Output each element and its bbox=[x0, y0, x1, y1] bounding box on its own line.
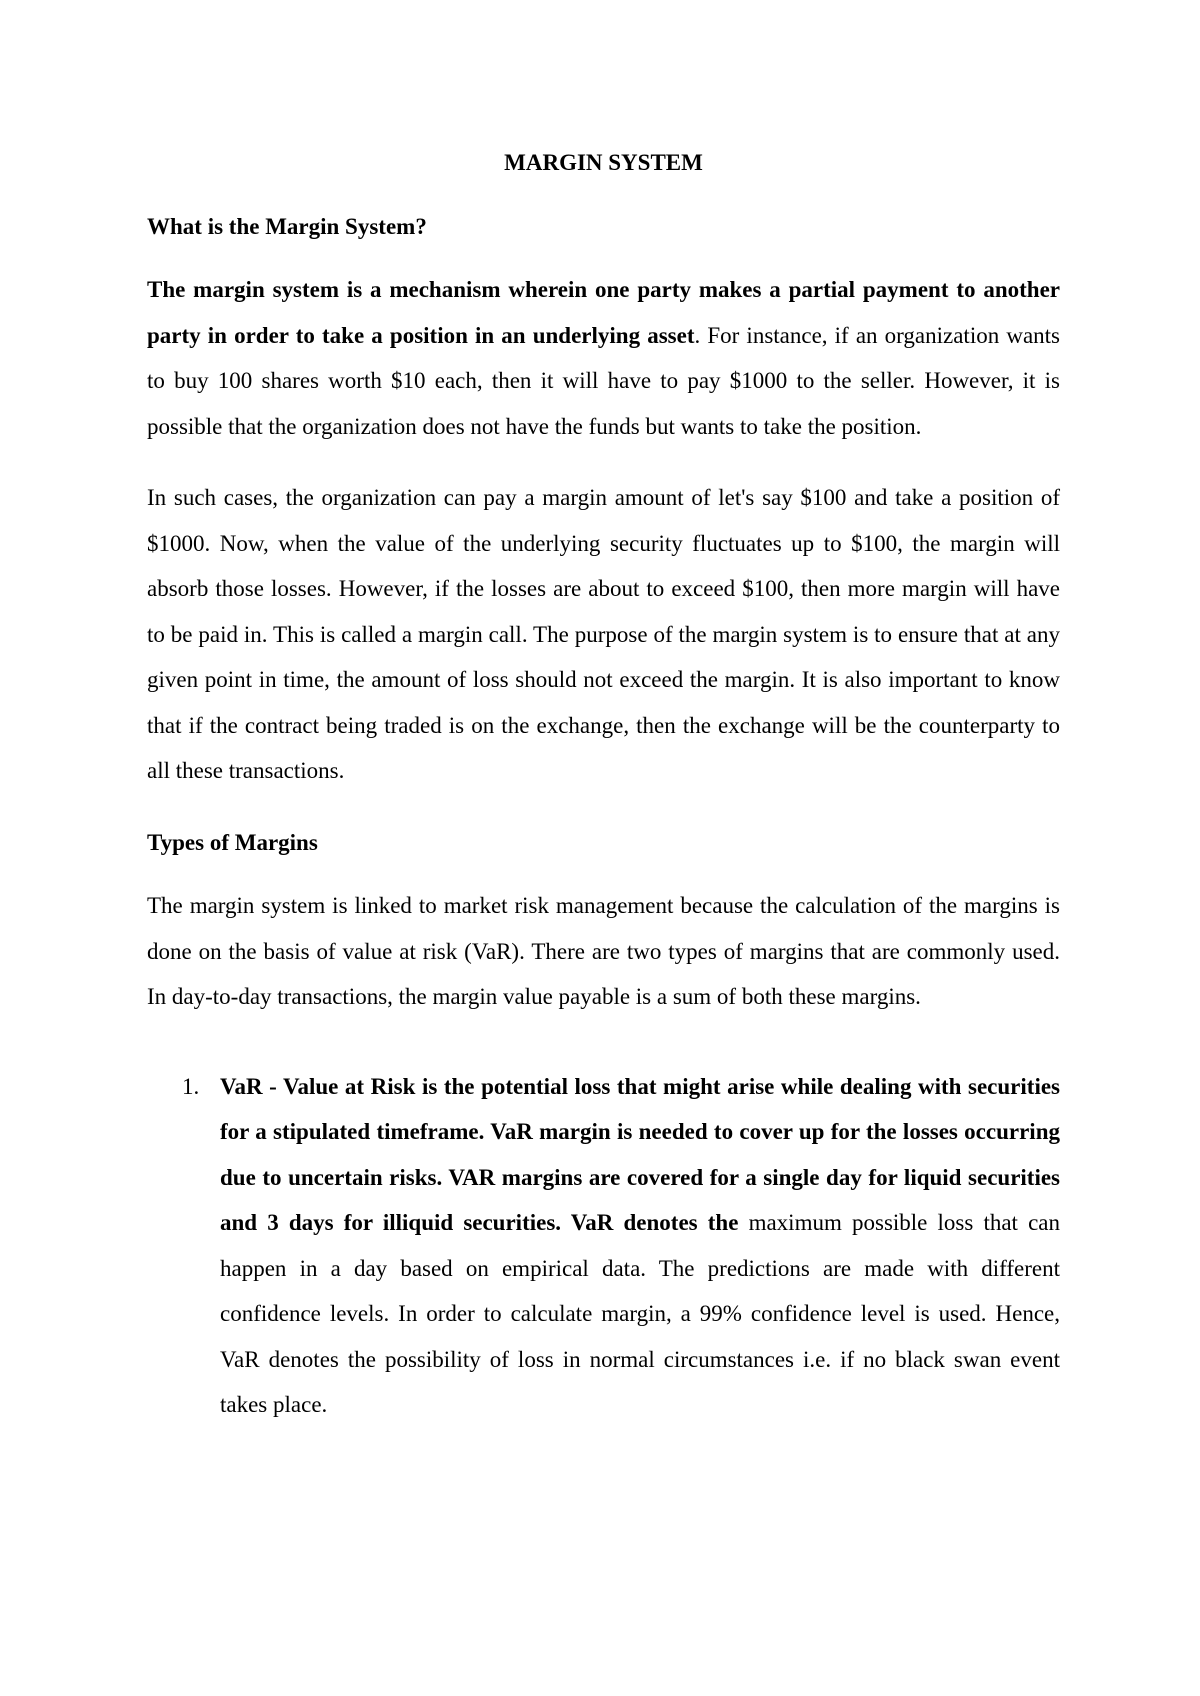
section-heading-what-is-margin-system: What is the Margin System? bbox=[147, 213, 427, 239]
margin-types-list bbox=[147, 1064, 1060, 1428]
list-item-number: 1. bbox=[182, 1073, 200, 1099]
paragraph-definition bbox=[147, 267, 1060, 449]
section-heading-types-of-margins: Types of Margins bbox=[147, 829, 318, 855]
definition-bold-text: The margin system is a mechanism wherein one party makes a partial payment to another party in order to take a position in an underlying asset bbox=[147, 277, 1060, 348]
list-item-bold-text: - Value at Risk is the potential loss that might arise while dealing with securities for a stipulated timeframe. VaR margin is needed to cover up for the losses occurring due to uncertain risks. VAR margins are covered for a single day for liquid securities and 3 days for illiquid securities. VaR denotes the bbox=[220, 1073, 1060, 1235]
paragraph-margin-call: In such cases, the organization can pay a margin amount of let's say $100 and take a position of $1000. Now, when the value of the underlying security fluctuates up to $100, the margin will absorb those losses. However, if the losses are about to exceed $100, then more margin will have to be paid in. This is called a margin call. The purpose of the margin system is to ensure that at any given point in time, the amount of loss should not exceed the margin. It is also important to know that if the contract being traded is on the exchange, then the exchange will be the counterparty to all these transactions. bbox=[147, 485, 1060, 783]
document-page bbox=[147, 140, 1060, 1428]
paragraph-types-intro: The margin system is linked to market risk management because the calculation of the margins is done on the basis of value at risk (VaR). There are two types of margins that are commonly used. In day-to-day transactions, the margin value payable is a sum of both these margins. bbox=[147, 893, 1060, 1009]
list-item-regular-text: maximum possible loss that can happen in a day based on empirical data. The predictions are made with different confidence levels. In order to calculate margin, a 99% confidence level is used. Hence, VaR denotes the possibility of loss in normal circumstances i.e. if no black swan event takes place. bbox=[220, 1210, 1061, 1417]
definition-regular-text: . For instance, if an organization wants to buy 100 shares worth $10 each, then it will have to pay $1000 to the seller. However, it is possible that the organization does not have the funds but wants to take the position. bbox=[147, 322, 1060, 439]
list-item-var bbox=[147, 1064, 1060, 1428]
list-item-term: VaR bbox=[220, 1073, 263, 1099]
document-title: MARGIN SYSTEM bbox=[504, 150, 703, 175]
